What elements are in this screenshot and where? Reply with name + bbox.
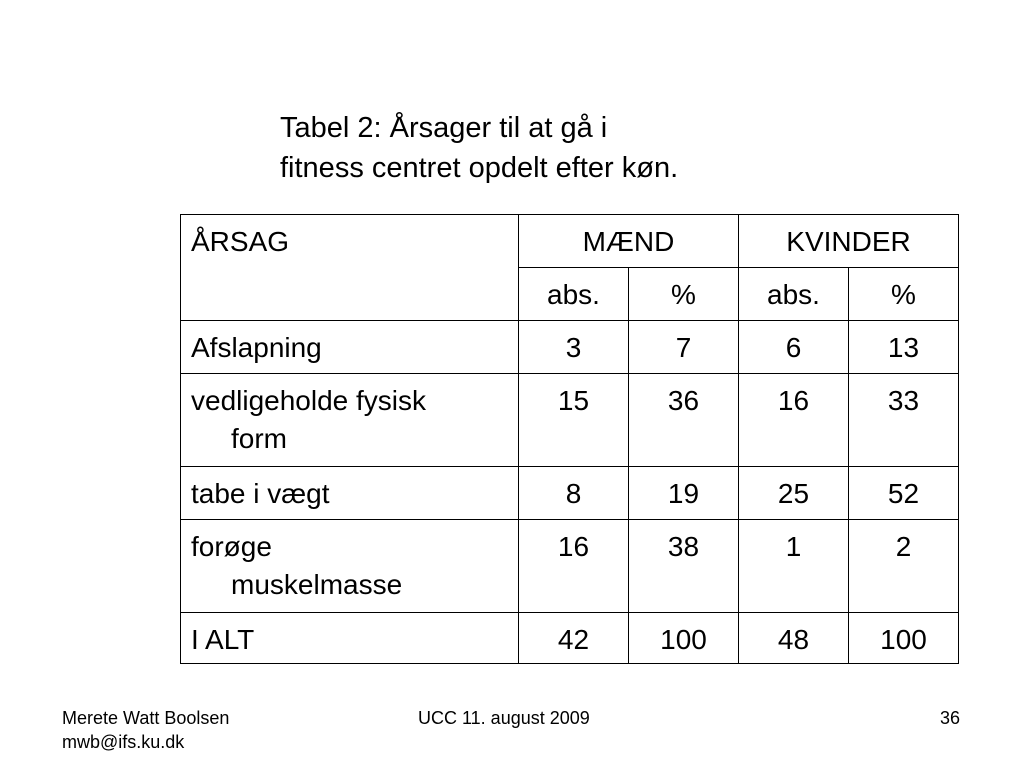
cell-men-abs: 16 [519,520,629,613]
table-row [181,374,959,467]
table-row-total [181,613,959,664]
cell-men-pct: 100 [629,613,739,664]
cell-men-pct: 7 [629,321,739,374]
row-label-continuation: muskelmasse [231,569,403,600]
header-reason: ÅRSAG [181,215,519,321]
cell-men-abs: 15 [519,374,629,467]
caption-line-1: Tabel 2: Årsager til at gå i [280,112,608,144]
row-label [181,467,519,520]
cell-men-abs: 42 [519,613,629,664]
subheader-men-pct: % [629,268,739,321]
caption-line-2: fitness centret opdelt efter køn. [280,152,679,184]
footer-author: Merete Watt Boolsen [62,708,230,728]
subheader-women-pct: % [849,268,959,321]
cell-women-abs: 6 [739,321,849,374]
header-men: MÆND [519,215,739,268]
cell-women-abs: 16 [739,374,849,467]
row-label [181,374,519,467]
slide-number: 36 [940,708,961,728]
cell-women-pct: 52 [849,467,959,520]
cell-women-pct: 33 [849,374,959,467]
cell-women-pct: 2 [849,520,959,613]
subheader-men-abs: abs. [519,268,629,321]
table-row [181,321,959,374]
row-label [181,613,519,664]
footer-email: mwb@ifs.ku.dk [62,732,185,752]
data-table [180,214,959,664]
cell-women-abs: 48 [739,613,849,664]
cell-men-abs: 3 [519,321,629,374]
row-label [181,321,519,374]
cell-women-pct: 13 [849,321,959,374]
subheader-women-abs: abs. [739,268,849,321]
row-label-text: Afslapning [191,332,322,363]
row-label-continuation: form [231,423,287,454]
row-label-text: I ALT [191,624,255,655]
footer-author-block [62,706,229,754]
header-row [181,215,959,268]
footer-event: UCC 11. august 2009 [418,708,590,728]
row-label-text: tabe i vægt [191,478,330,509]
table-row [181,467,959,520]
cell-men-abs: 8 [519,467,629,520]
cell-men-pct: 36 [629,374,739,467]
row-label-text: vedligeholde fysisk [191,385,427,416]
table-row [181,520,959,613]
cell-women-abs: 25 [739,467,849,520]
cell-women-pct: 100 [849,613,959,664]
table-caption [280,108,678,188]
row-label [181,520,519,613]
cell-men-pct: 38 [629,520,739,613]
header-women: KVINDER [739,215,959,268]
row-label-text: forøge [191,531,272,562]
cell-women-abs: 1 [739,520,849,613]
cell-men-pct: 19 [629,467,739,520]
